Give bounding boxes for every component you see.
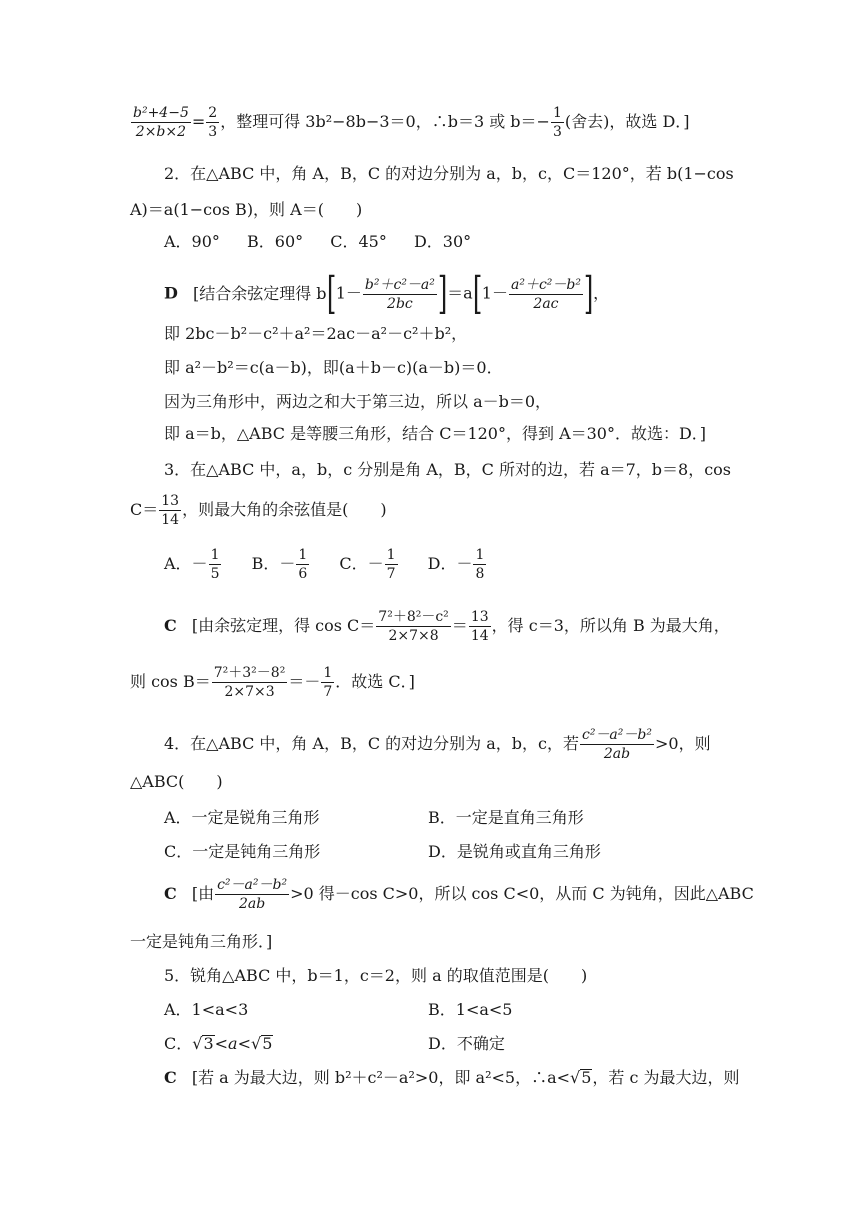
fraction: $\frac{1}{3}$ [552,105,562,140]
q4-answer: C [164,884,177,903]
q3-option-a: A．－ $\frac{1}{5}$ [164,547,220,582]
q4-option-d: D．是锐角或直角三角形 [428,842,601,861]
q3-option-d: D．－ $\frac{1}{8}$ [427,547,485,582]
continuation-line: $\frac{\text{b²+4−5}}{2\times b\times 2}$ = $\frac{2}{3}$ ，整理可得 3b²−8b−3＝0，∴b＝3 或 b＝− $\frac{1}{3}$ (舍去)，故选 D．] [133,105,690,140]
q2-stem-line2: A)＝a(1−cos B)，则 A＝( ) [130,200,363,219]
q2-solution-line1: D [结合余弦定理得 b[1－ $\frac{\text{b²＋c²－a²}}{2bc}$ ]＝a[1－ $\frac{\text{a²＋c²－b²}}{2ac}$ ]， [164,268,610,319]
q5-solution-line1: C [若 a 为最大边，则 b²＋c²－a²>0，即 a²<5，∴a<√5，若 c 为最大边，则 [164,1068,740,1087]
q3-option-c: C．－ $\frac{1}{7}$ [339,547,396,582]
q5-option-c: C．√3<a<√5 [164,1034,273,1053]
q2-solution-line2: 即 2bc－b²－c²＋a²＝2ac－a²－c²＋b²， [164,324,468,343]
q5-option-b: B．1<a<5 [428,1000,513,1019]
q2-solution-line5: 即 a＝b，△ABC 是等腰三角形，结合 C＝120°，得到 A＝30°．故选：D．] [164,424,707,443]
q2-option-b: B．60° [247,232,304,251]
q3-answer: C [164,616,177,635]
q2-option-d: D．30° [413,232,472,251]
q5-option-a: A．1<a<3 [164,1000,249,1019]
q2-stem-line1: 2．在△ABC 中，角 A，B，C 的对边分别为 a，b，c，C＝120°，若 b(1−cos [164,164,734,183]
q5-stem: 5．锐角△ABC 中，b＝1，c＝2，则 a 的取值范围是( ) [164,966,588,985]
q4-option-b: B．一定是直角三角形 [428,808,584,827]
q2-options [164,232,471,252]
q4-option-a: A．一定是锐角三角形 [164,808,320,827]
q3-options [164,546,487,583]
q3-stem-line2: C＝ $\frac{13}{14}$ ，则最大角的余弦值是( ) [130,493,387,528]
fraction: $\frac{\text{b²+4−5}}{2\times b\times 2}$ [133,105,189,140]
q4-option-c: C．一定是钝角三角形 [164,842,321,861]
q2-answer: D [164,283,178,303]
q3-stem-line1: 3．在△ABC 中，a，b，c 分别是角 A，B，C 所对的边，若 a＝7，b＝8，cos [164,460,732,479]
q4-stem-line2: △ABC( ) [130,772,223,791]
fraction: $\frac{2}{3}$ [208,105,218,140]
q2-option-a: A．90° [164,232,220,251]
q2-solution-line3: 即 a²－b²＝c(a－b)，即(a＋b－c)(a－b)＝0． [164,358,503,377]
fraction: $\frac{\text{b²＋c²－a²}}{2bc}$ [364,276,435,312]
q5-answer: C [164,1068,177,1087]
q3-option-b: B．－ $\frac{1}{6}$ [251,547,308,582]
q4-stem-line1: 4．在△ABC 中，角 A，B，C 的对边分别为 a，b，c，若 $\frac{\text{c²－a²－b²}}{2ab}$ >0，则 [164,727,711,762]
q3-solution-line1: C [由余弦定理，得 cos C＝ $\frac{\text{7²＋8²－c²}}{2\times 7\times 8}$ ＝ $\frac{13}{14}$ ，得 c＝3，所以角 B 为最大角， [164,609,730,644]
fraction: $\frac{13}{14}$ [161,493,180,528]
q5-option-d: D．不确定 [428,1034,505,1053]
q2-option-c: C．45° [330,232,387,251]
fraction: $\frac{\text{a²＋c²－b²}}{2ac}$ [510,276,581,312]
q4-solution-line1: C [由 $\frac{\text{c²－a²－b²}}{2ab}$ >0 得－cos C>0，所以 cos C<0，从而 C 为钝角，因此△ABC [164,877,754,912]
q2-solution-line4: 因为三角形中，两边之和大于第三边，所以 a－b＝0， [164,392,552,411]
q3-solution-line2: 则 cos B＝ $\frac{\text{7²＋3²－8²}}{2\times 7\times 3}$ ＝－ $\frac{1}{7}$ ．故选 C．] [130,665,415,700]
q4-solution-line2: 一定是钝角三角形．] [130,932,273,951]
